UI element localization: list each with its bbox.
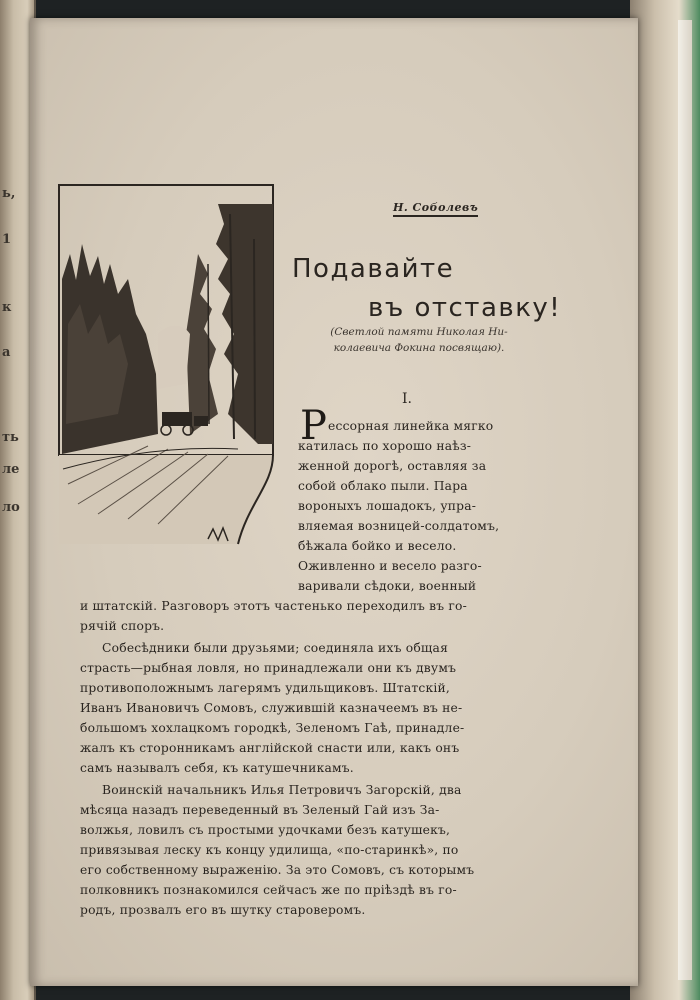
text-line: полковникъ познакомился сейчасъ же по пріѣздѣ въ го- (80, 883, 457, 897)
drop-cap: Р (300, 403, 327, 449)
text-line: ессорная линейка мягко (328, 419, 494, 433)
dedication (294, 324, 544, 356)
left-page-text: к (2, 300, 12, 315)
forest-road-illustration (58, 184, 308, 574)
text-line: и штатскій. Разговоръ этотъ частенько переходилъ въ го- (80, 599, 467, 613)
text-line: Оживленно и весело разго- (298, 559, 482, 573)
text-line: собой облако пыли. Пара (298, 479, 468, 493)
text-line: привязывая леску къ концу удилища, «по-старинкѣ», по (80, 843, 459, 857)
text-line: женной дорогѣ, оставляя за (298, 459, 487, 473)
text-line: противоположнымъ лагерямъ удильщиковъ. Штатскій, (80, 681, 450, 695)
text-line: мѣсяца назадъ переведенный въ Зеленый Гай изъ За- (80, 803, 440, 817)
text-line: Собесѣдники были друзьями; соединяла ихъ общая (102, 641, 449, 655)
left-page-text: ь, (2, 186, 16, 201)
text-line: вороныхъ лошадокъ, упра- (298, 499, 477, 513)
left-page-text: 1 (2, 232, 12, 247)
text-line: варивали сѣдоки, военный (298, 579, 477, 593)
book-page (30, 18, 638, 986)
text-line: страсть—рыбная ловля, но принадлежали они къ двумъ (80, 661, 457, 675)
text-line: Иванъ Ивановичъ Сомовъ, служившій казначеемъ въ не- (80, 701, 463, 715)
dedication-line: (Светлой памяти Николая Ни- (330, 326, 508, 338)
left-page-text: ть (2, 430, 19, 445)
left-page-text: а (2, 345, 11, 360)
text-line: самъ называлъ себя, къ катушечникамъ. (80, 761, 354, 775)
text-line: жалъ къ сторонникамъ англійской снасти или, какъ онъ (80, 741, 460, 755)
text-line: Воинскій начальникъ Илья Петровичъ Загорскій, два (102, 783, 462, 797)
author-name: Н. Соболевъ (393, 201, 478, 217)
text-line: родъ, прозвалъ его въ шутку староверомъ. (80, 903, 366, 917)
left-page-text: ле (2, 462, 20, 477)
story-title-line-1: Подавайте (292, 254, 455, 284)
text-line: его собственному выраженію. За это Сомовъ, съ которымъ (80, 863, 475, 877)
text-line: катилась по хорошо наѣз- (298, 439, 472, 453)
text-line: большомъ хохлацкомъ городкѣ, Зеленомъ Гаѣ, принадле- (80, 721, 465, 735)
dedication-line: колаевича Фокина посвящаю). (333, 342, 505, 354)
book-edge-right (630, 0, 700, 1000)
story-title-line-2: въ отставку! (368, 293, 562, 323)
text-line: вляемая возницей-солдатомъ, (298, 519, 500, 533)
text-line: рячій споръ. (80, 619, 165, 633)
text-line: волжья, ловилъ съ простыми удочками безъ катушекъ, (80, 823, 451, 837)
text-line: бѣжала бойко и весело. (298, 539, 457, 553)
chapter-number: I. (402, 391, 412, 407)
left-page-text: ло (2, 500, 20, 515)
